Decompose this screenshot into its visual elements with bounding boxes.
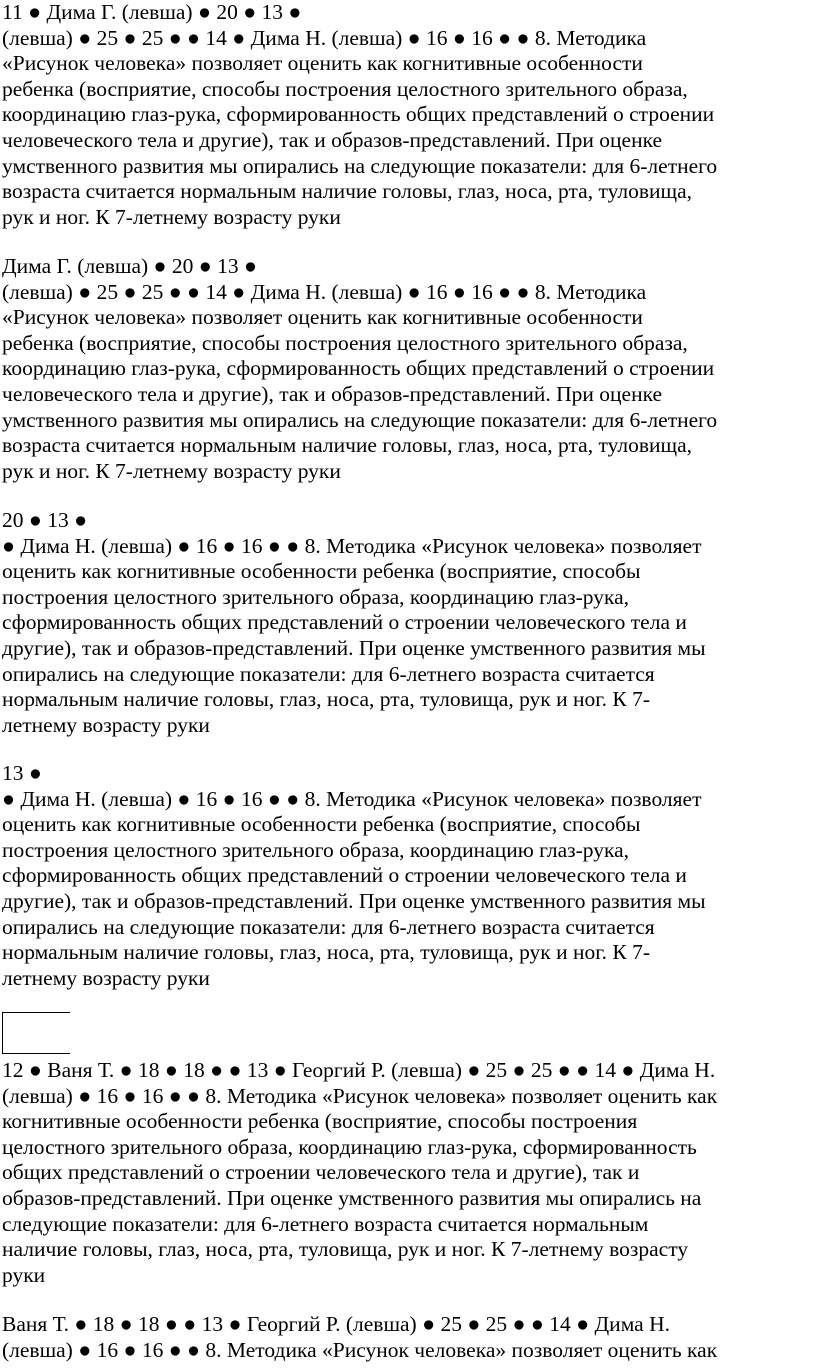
text-line: другие), так и образов-представлений. При оценке умственного развития мы [2, 635, 706, 660]
text-line: целостного зрительного образа, координацию глаз-рука, сформированность [2, 1134, 697, 1159]
text-block-3 [2, 508, 814, 738]
text-line: (левша) ● 16 ● 16 ● ● 8. Методика «Рисунок человека» позволяет оценить как [2, 1083, 718, 1108]
text-line: возраста считается нормальным наличие головы, глаз, носа, рта, туловища, [2, 433, 692, 458]
text-block-6 [2, 1312, 814, 1363]
text-block-4 [2, 761, 814, 991]
text-line: летнему возрасту руки [2, 712, 210, 737]
text-line: возраста считается нормальным наличие головы, глаз, носа, рта, туловища, [2, 179, 692, 204]
text-line: сформированность общих представлений о строении человеческого тела и [2, 863, 687, 888]
table-cell-border [2, 1012, 70, 1054]
text-line: (левша) ● 25 ● 25 ● ● 14 ● Дима Н. (левша) ● 16 ● 16 ● ● 8. Методика [2, 25, 647, 50]
text-block-5 [2, 1058, 814, 1288]
text-line: 12 ● Ваня Т. ● 18 ● 18 ● ● 13 ● Георгий Р. (левша) ● 25 ● 25 ● ● 14 ● Дима Н. [2, 1058, 716, 1082]
text-line: умственного развития мы опирались на следующие показатели: для 6-летнего [2, 407, 718, 432]
text-line: (левша) ● 25 ● 25 ● ● 14 ● Дима Н. (левша) ● 16 ● 16 ● ● 8. Методика [2, 279, 647, 304]
text-line: опирались на следующие показатели: для 6-летнего возраста считается [2, 661, 655, 686]
text-line: рук и ног. К 7-летнему возрасту руки [2, 204, 341, 229]
text-line: образов-представлений. При оценке умственного развития мы опирались на [2, 1185, 702, 1210]
text-line: общих представлений о строении человеческого тела и другие), так и [2, 1160, 640, 1185]
text-line: координацию глаз-рука, сформированность общих представлений о строении [2, 102, 715, 127]
text-line: 20 ● 13 ● [2, 508, 88, 532]
text-line: нормальным наличие головы, глаз, носа, рта, туловища, рук и ног. К 7- [2, 687, 651, 712]
text-line: летнему возрасту руки [2, 965, 210, 990]
text-line: другие), так и образов-представлений. При оценке умственного развития мы [2, 888, 706, 913]
text-line: Дима Г. (левша) ● 20 ● 13 ● [2, 254, 257, 278]
text-line: ребенка (восприятие, способы построения целостного зрительного образа, [2, 76, 688, 101]
text-line: оценить как когнитивные особенности ребенка (восприятие, способы [2, 812, 641, 837]
text-block-1 [2, 0, 814, 230]
text-line: координацию глаз-рука, сформированность общих представлений о строении [2, 356, 715, 381]
text-line: «Рисунок человека» позволяет оценить как когнитивные особенности [2, 305, 643, 330]
text-line: опирались на следующие показатели: для 6-летнего возраста считается [2, 914, 655, 939]
text-block-2 [2, 254, 814, 484]
text-line: человеческого тела и другие), так и образов-представлений. При оценке [2, 381, 663, 406]
text-line: нормальным наличие головы, глаз, носа, рта, туловища, рук и ног. К 7- [2, 940, 651, 965]
text-line: рук и ног. К 7-летнему возрасту руки [2, 458, 341, 483]
text-line: когнитивные особенности ребенка (восприятие, способы построения [2, 1109, 638, 1134]
text-line: ● Дима Н. (левша) ● 16 ● 16 ● ● 8. Методика «Рисунок человека» позволяет [2, 533, 702, 558]
text-line: человеческого тела и другие), так и образов-представлений. При оценке [2, 127, 663, 152]
text-line: следующие показатели: для 6-летнего возраста считается нормальным [2, 1211, 649, 1236]
text-line: построения целостного зрительного образа, координацию глаз-рука, [2, 584, 630, 609]
text-line: наличие головы, глаз, носа, рта, туловища, рук и ног. К 7-летнему возрасту [2, 1237, 689, 1262]
text-line: Ваня Т. ● 18 ● 18 ● ● 13 ● Георгий Р. (левша) ● 25 ● 25 ● ● 14 ● Дима Н. [2, 1312, 670, 1336]
text-line: «Рисунок человека» позволяет оценить как когнитивные особенности [2, 51, 643, 76]
text-line: ребенка (восприятие, способы построения целостного зрительного образа, [2, 330, 688, 355]
text-line: построения целостного зрительного образа, координацию глаз-рука, [2, 837, 630, 862]
text-line: оценить как когнитивные особенности ребенка (восприятие, способы [2, 559, 641, 584]
text-line: ● Дима Н. (левша) ● 16 ● 16 ● ● 8. Методика «Рисунок человека» позволяет [2, 786, 702, 811]
text-line: 11 ● Дима Г. (левша) ● 20 ● 13 ● [2, 0, 302, 24]
text-line: (левша) ● 16 ● 16 ● ● 8. Методика «Рисунок человека» позволяет оценить как [2, 1337, 718, 1362]
text-line: руки [2, 1262, 46, 1287]
text-line: умственного развития мы опирались на следующие показатели: для 6-летнего [2, 153, 718, 178]
text-line: 13 ● [2, 761, 42, 785]
text-line: сформированность общих представлений о строении человеческого тела и [2, 610, 687, 635]
